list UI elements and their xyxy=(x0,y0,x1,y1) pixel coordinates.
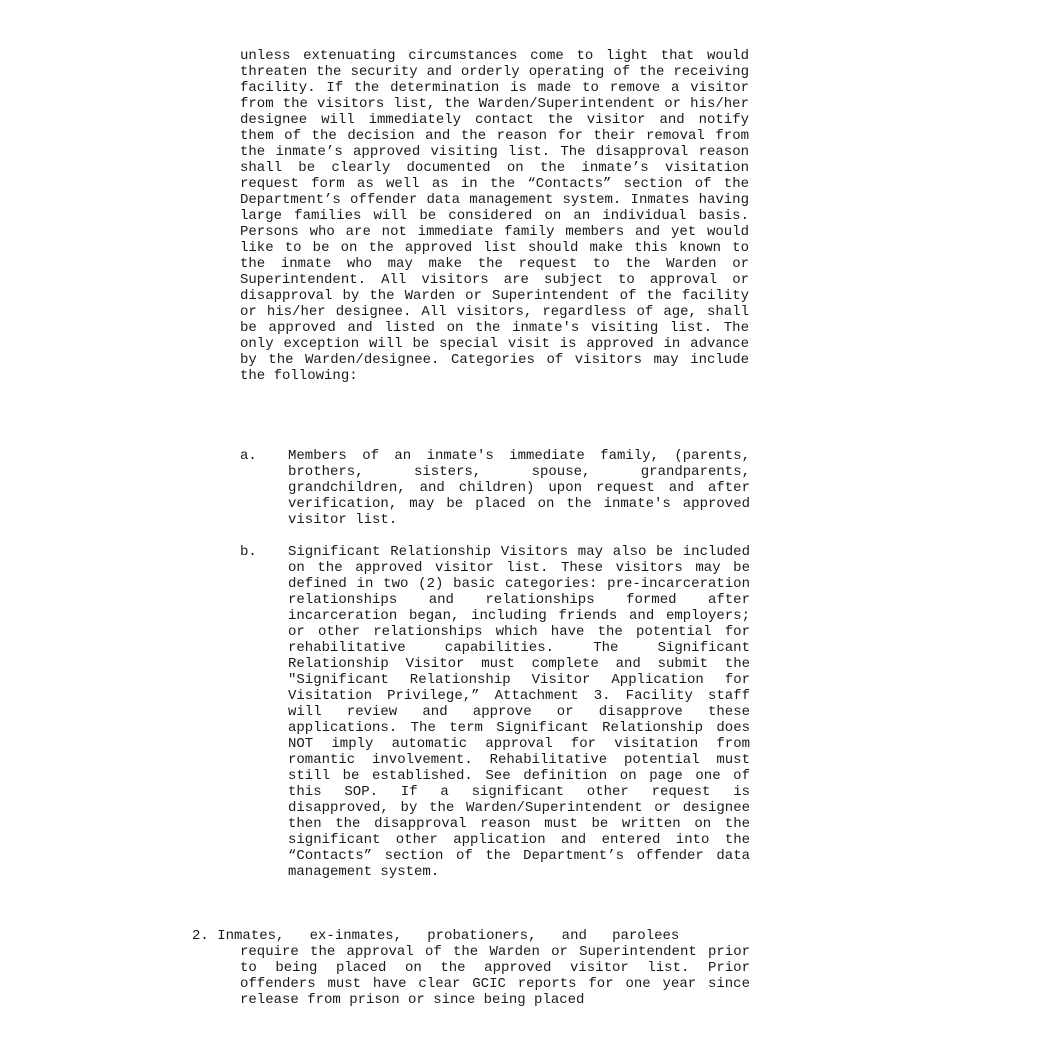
numbered-item-2 xyxy=(192,928,750,1008)
numbered-item-lead: Inmates, ex-inmates, probationers, and parolees xyxy=(217,928,680,944)
intro-paragraph: unless extenuating circumstances come to light that would threaten the security and orderly operating of the receiving facility. If the determination is made to remove a visitor from the visitors list, the Warden/Superintendent or his/her designee will immediately contact the visitor and notify them of the decision and the reason for their removal from the inmate’s approved visiting list. The disapproval reason shall be clearly documented on the inmate’s visitation request form as well as in the “Contacts” section of the Department’s offender data management system. Inmates having large families will be considered on an individual basis. Persons who are not immediate family members and yet would like to be on the approved list should make this known to the inmate who may make the request to the Warden or Superintendent. All visitors are subject to approval or disapproval by the Warden or Superintendent of the facility or his/her designee. All visitors, regardless of age, shall be approved and listed on the inmate's visiting list. The only exception will be special visit is approved in advance by the Warden/designee. Categories of visitors may include the following: xyxy=(240,48,749,384)
list-item-a xyxy=(240,448,750,528)
numbered-item-marker: 2. xyxy=(192,928,209,944)
list-item-b xyxy=(240,544,750,880)
list-item-text: Members of an inmate's immediate family, (parents, brothers, sisters, spouse, grandparents, grandchildren, and children) upon request and after verification, may be placed on the inmate's approved visitor list. xyxy=(288,448,750,528)
list-item-marker: a. xyxy=(240,448,257,464)
numbered-item-body xyxy=(192,928,750,1008)
numbered-item-text: require the approval of the Warden or Superintendent prior to being placed on the approved visitor list. Prior offenders must have clear GCIC reports for one year since release from prison or since being placed xyxy=(240,944,750,1008)
list-item-text: Significant Relationship Visitors may also be included on the approved visitor list. These visitors may be defined in two (2) basic categories: pre-incarceration relationships and relationships formed after incarceration began, including friends and employers; or other relationships which have the potential for rehabilitative capabilities. The Significant Relationship Visitor must complete and submit the "Significant Relationship Visitor Application for Visitation Privilege,” Attachment 3. Facility staff will review and approve or disapprove these applications. The term Significant Relationship does NOT imply automatic approval for visitation from romantic involvement. Rehabilitative potential must still be established. See definition on page one of this SOP. If a significant other request is disapproved, by the Warden/Superintendent or designee then the disapproval reason must be written on the significant other application and entered into the “Contacts” section of the Department’s offender data management system. xyxy=(288,544,750,880)
list-item-marker: b. xyxy=(240,544,257,560)
